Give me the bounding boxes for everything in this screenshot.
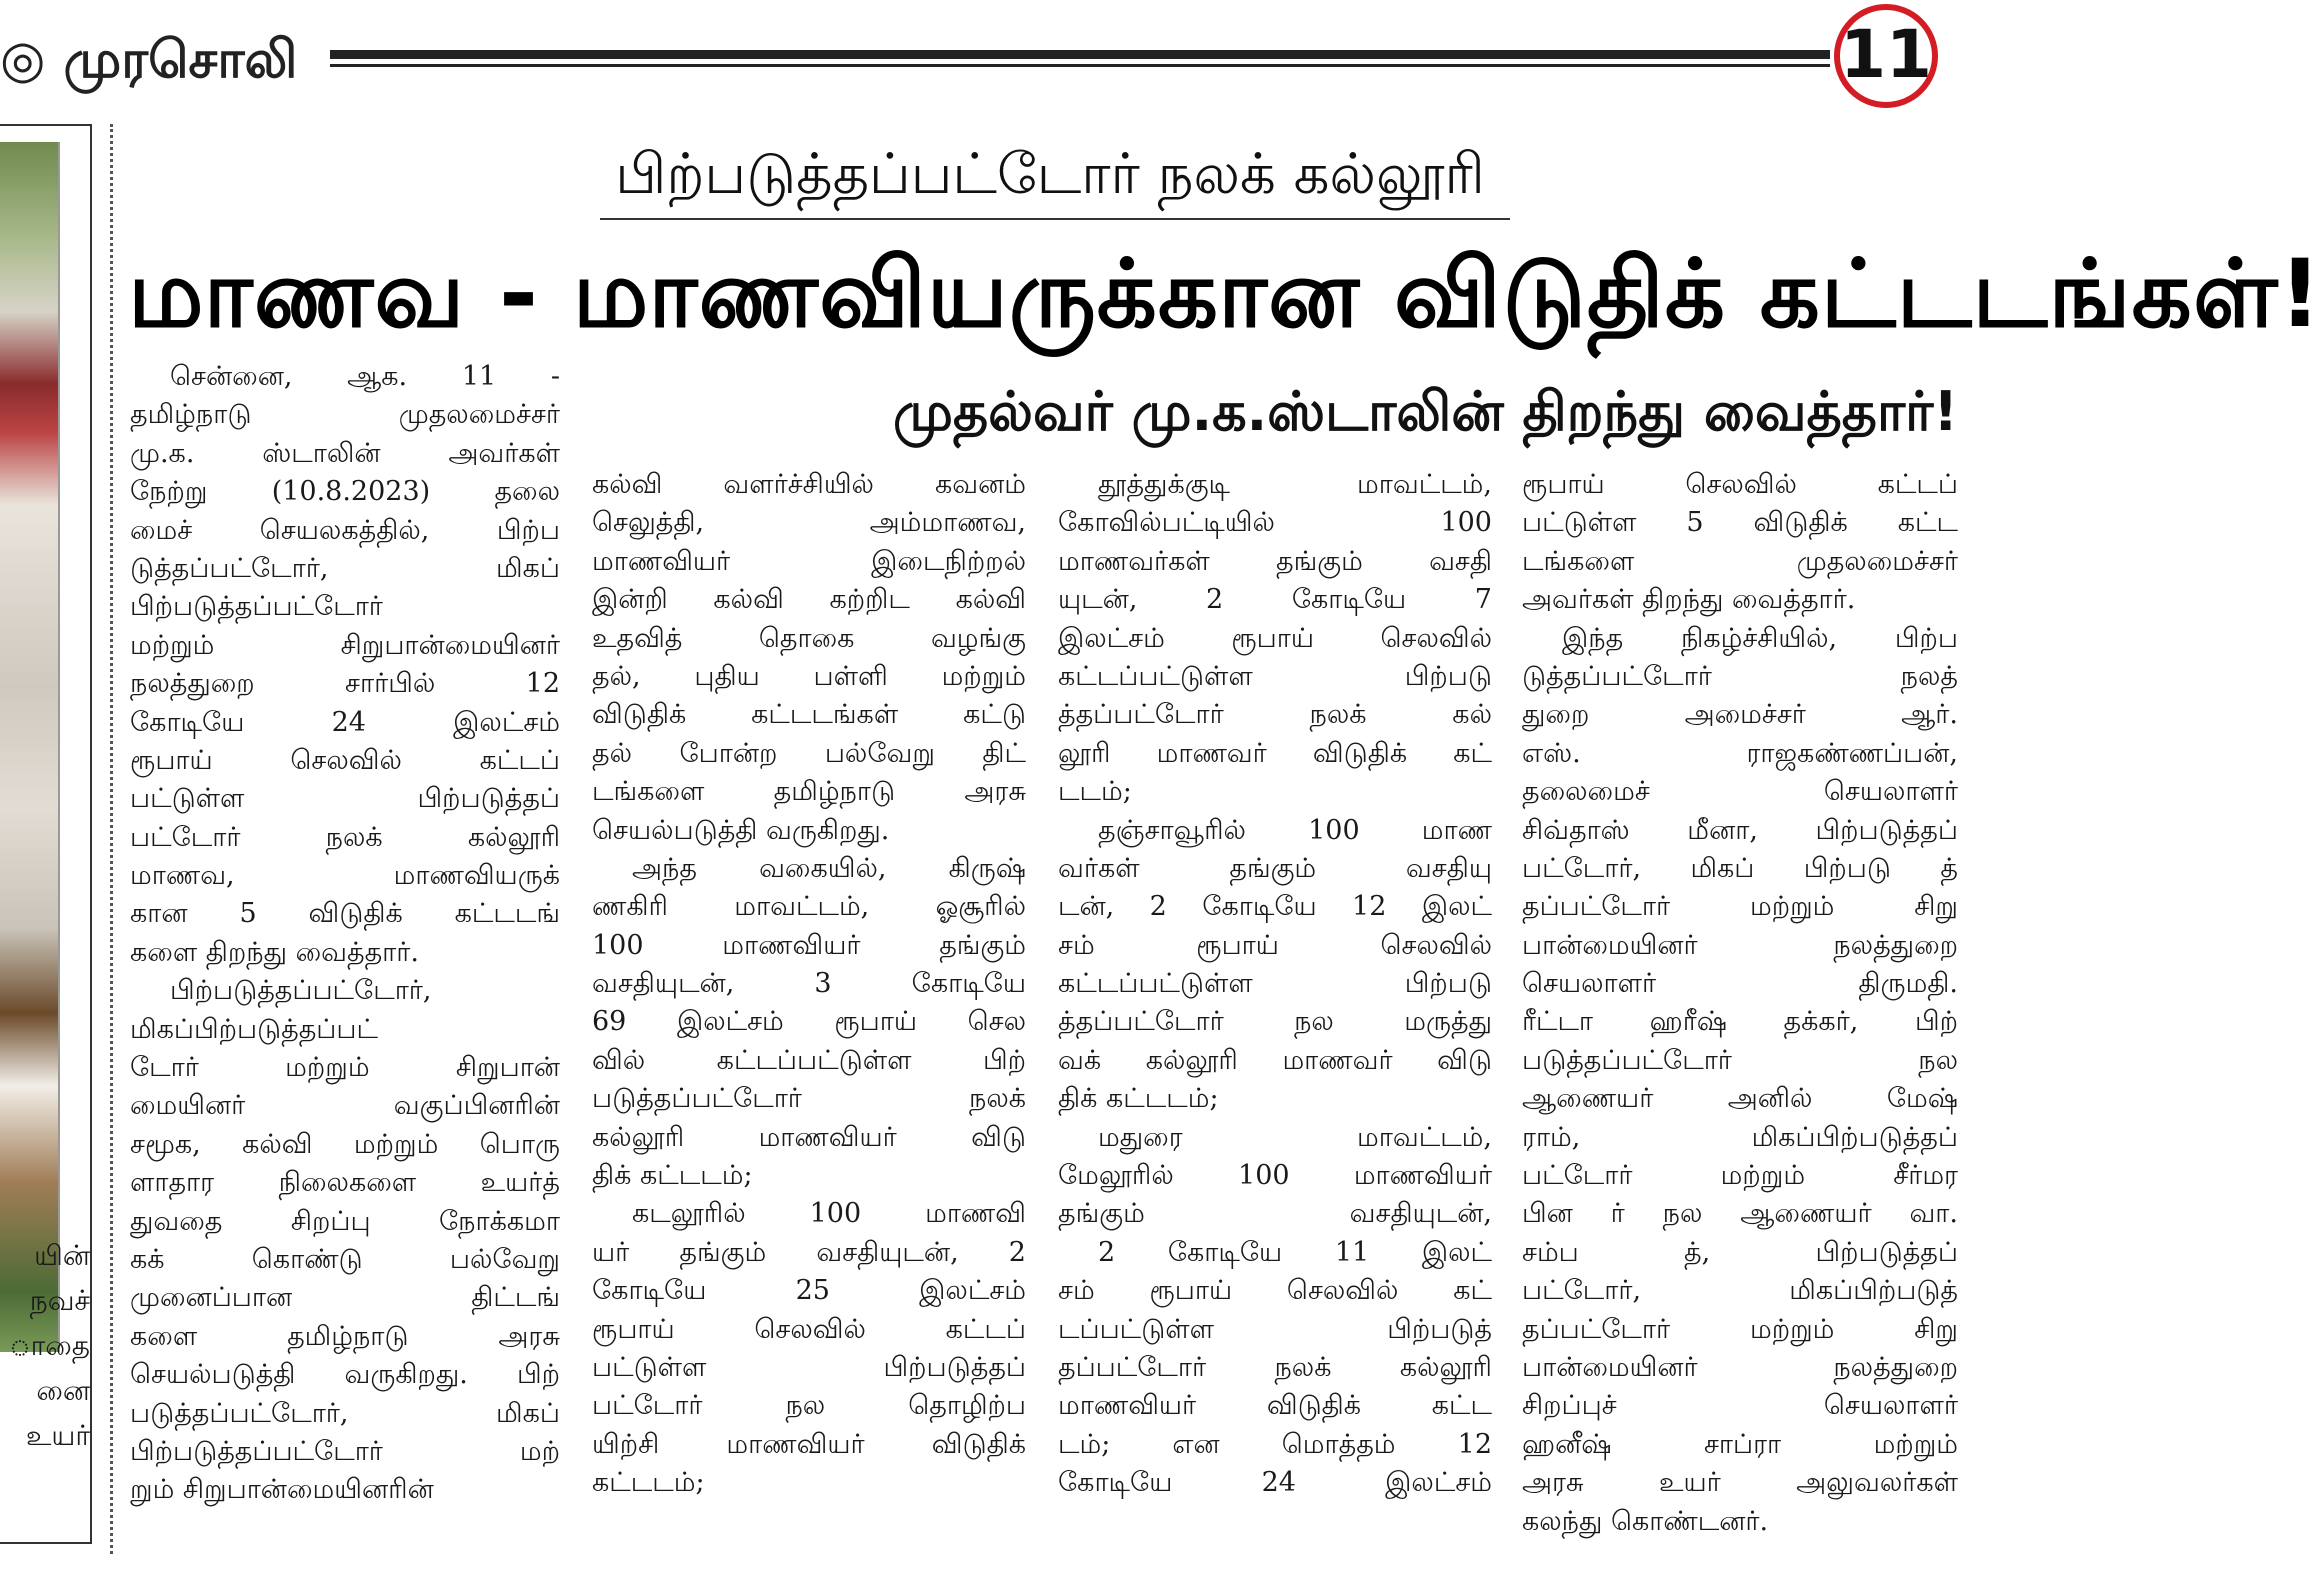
adjacent-text-fragment: யின் [34, 1239, 90, 1272]
article-text-line: பட்டுள்ள 5 விடுதிக் கட்ட [1522, 507, 1958, 539]
article-text-line: ரூபாய் செலவில் கட்டப் [130, 744, 560, 776]
adjacent-text-fragment: உயர் [25, 1419, 90, 1452]
article-text-line: கலந்து கொண்டனர். [1522, 1505, 1769, 1537]
article-text-line: தஞ்சாவூரில் 100 மாண [1098, 814, 1492, 846]
article-subheadline: முதல்வர் மு.க.ஸ்டாலின் திறந்து வைத்தார்! [893, 380, 1958, 443]
photo-edge [58, 142, 60, 1352]
article-text-line: மதுரை மாவட்டம், [1098, 1121, 1492, 1153]
article-text-line: றும் சிறுபான்மையினரின் [130, 1474, 434, 1506]
article-text-line: செலுத்தி, அம்மாணவ, [592, 507, 1026, 539]
article-text-line: வர்கள் தங்கும் வசதியு [1058, 852, 1492, 884]
article-text-line: டம்; என மொத்தம் 12 [1058, 1428, 1492, 1460]
article-text-line: பிற்படுத்தப்பட்டோர் மற் [130, 1435, 560, 1467]
article-text-line: கோடியே 24 இலட்சம் [130, 706, 560, 738]
article-text-line: டுத்தப்பட்டோர் நலத் [1522, 660, 1958, 692]
article-text-line: செயல்படுத்தி வருகிறது. [592, 814, 890, 846]
article-text-line: கல்வி வளர்ச்சியில் கவனம் [592, 469, 1026, 500]
article-text-line: ஹனீஷ் சாப்ரா மற்றும் [1522, 1428, 1958, 1460]
article-text-line: 100 மாணவியர் தங்கும் [592, 929, 1026, 961]
article-text-line: ரூபாய் செலவில் கட்டப் [1522, 469, 1958, 500]
article-text-line: சம்ப த், பிற்படுத்தப் [1522, 1236, 1958, 1268]
article-text-line: ஆணையர் அனில் மேஷ் [1522, 1083, 1958, 1115]
article-text-line: பட்டோர், மிகப்பிற்படுத் [1522, 1275, 1958, 1307]
article-text-line: கோவில்பட்டியில் 100 [1058, 507, 1492, 539]
article-text-line: களை திறந்து வைத்தார். [130, 936, 419, 968]
article-text-line: டோர் மற்றும் சிறுபான் [130, 1052, 560, 1084]
article-text-line: மற்றும் சிறுபான்மையினர் [130, 629, 560, 661]
article-text-line: ரூபாய் செலவில் கட்டப் [592, 1313, 1026, 1345]
article-text-line: மாணவியர் இடைநிற்றல் [592, 545, 1026, 577]
article-text-line: மாணவியர் விடுதிக் கட்ட [1058, 1390, 1492, 1422]
article-text-line: இலட்சம் ரூபாய் செலவில் [1058, 622, 1492, 654]
article-text-line: அவர்கள் திறந்து வைத்தார். [1522, 584, 1856, 616]
article-text-line: கடலூரில் 100 மாணவி [632, 1198, 1026, 1230]
adjacent-text-fragment: நவச் [29, 1284, 90, 1317]
article-text-line: திக் கட்டடம்; [592, 1160, 753, 1192]
article-text-line: நலத்துறை சார்பில் 12 [130, 668, 560, 700]
kicker-underline [600, 218, 1510, 220]
article-text-line: டன், 2 கோடியே 12 இலட் [1058, 891, 1492, 923]
article-text-line: பிற்படுத்தப்பட்டோர் [130, 591, 383, 623]
article-text-line: பின ர் நல ஆணையர் வா. [1522, 1198, 1958, 1230]
article-text-line: பட்டோர், மிகப் பிற்படு த் [1522, 852, 1958, 884]
masthead-rule-thick [330, 50, 1830, 59]
article-text-line: சமூக, கல்வி மற்றும் பொரு [130, 1128, 560, 1160]
article-text-line: திக் கட்டடம்; [1058, 1083, 1219, 1115]
article-text-line: தமிழ்நாடு முதலமைச்சர் [130, 399, 560, 431]
article-text-line: இந்த நிகழ்ச்சியில், பிற்ப [1562, 622, 1958, 654]
article-text-line: கல்லூரி மாணவியர் விடு [592, 1121, 1026, 1153]
article-text-line: த்தப்பட்டோர் நலக் கல் [1058, 699, 1492, 731]
article-text-line: அரசு உயர் அலுவலர்கள் [1522, 1467, 1958, 1499]
article-text-line: படுத்தப்பட்டோர் நல [1522, 1044, 1958, 1076]
article-text-line: கக் கொண்டு பல்வேறு [130, 1243, 560, 1275]
article-text-line: பட்டோர் மற்றும் சீர்மர [1522, 1160, 1958, 1192]
article-text-line: வக் கல்லூரி மாணவர் விடு [1058, 1044, 1492, 1076]
article-text-line: தல், புதிய பள்ளி மற்றும் [592, 660, 1026, 692]
article-text-line: சம் ரூபாய் செலவில் கட் [1058, 1275, 1492, 1307]
article-text-line: மேலூரில் 100 மாணவியர் [1058, 1160, 1492, 1192]
article-text-line: சிவ்தாஸ் மீனா, பிற்படுத்தப் [1522, 814, 1958, 846]
article-text-line: மாணவர்கள் தங்கும் வசதி [1058, 545, 1492, 577]
article-text-line: களை தமிழ்நாடு அரசு [130, 1320, 560, 1352]
article-text-line: த்தப்பட்டோர் நல மருத்து [1058, 1006, 1492, 1038]
article-text-line: ராம், மிகப்பிற்படுத்தப் [1522, 1121, 1958, 1153]
article-text-line: டங்களை தமிழ்நாடு அரசு [592, 776, 1026, 808]
article-text-line: மிகப்பிற்படுத்தப்பட் [130, 1013, 378, 1045]
article-text-line: பான்மையினர் நலத்துறை [1522, 1351, 1958, 1383]
adjacent-story-photo [0, 142, 58, 1352]
article-text-line: டடம்; [1058, 776, 1132, 808]
article-text-line: இன்றி கல்வி கற்றிட கல்வி [592, 584, 1026, 616]
article-column-4 [1522, 466, 1958, 1541]
article-text-line: செயல்படுத்தி வருகிறது. பிற் [130, 1359, 560, 1391]
article-text-line: துவதை சிறப்பு நோக்கமா [130, 1205, 560, 1237]
article-text-line: பட்டோர் நல தொழிற்ப [592, 1390, 1026, 1422]
article-text-line: சென்னை, ஆக. 11 - [170, 361, 560, 392]
article-text-line: தலைமைச் செயலாளர் [1522, 776, 1958, 808]
article-text-line: ணகிரி மாவட்டம், ஓசூரில் [592, 891, 1026, 923]
article-text-line: மையினர் வகுப்பினரின் [130, 1090, 560, 1122]
article-text-line: உதவித் தொகை வழங்கு [592, 622, 1026, 654]
article-text-line: 69 இலட்சம் ரூபாய் செல [592, 1006, 1026, 1038]
article-text-line: மைச் செயலகத்தில், பிற்ப [130, 514, 560, 546]
article-text-line: விடுதிக் கட்டடங்கள் கட்டு [592, 699, 1026, 731]
article-text-line: கான 5 விடுதிக் கட்டடங் [130, 898, 560, 930]
article-text-line: முனைப்பான திட்டங் [130, 1282, 560, 1314]
masthead-rule-thin [330, 64, 1830, 67]
article-text-line: அந்த வகையில், கிருஷ் [632, 852, 1026, 884]
article-text-line: கட்டடம்; [592, 1467, 705, 1499]
article-text-line: தப்பட்டோர் மற்றும் சிறு [1522, 891, 1958, 923]
article-text-line: தப்பட்டோர் மற்றும் சிறு [1522, 1313, 1958, 1345]
article-text-line: யர் தங்கும் வசதியுடன், 2 [592, 1236, 1026, 1268]
article-text-line: பட்டுள்ள பிற்படுத்தப் [130, 783, 560, 815]
article-text-line: பட்டுள்ள பிற்படுத்தப் [592, 1351, 1026, 1383]
article-text-line: ளாதார நிலைகளை உயர்த் [130, 1167, 560, 1199]
article-column-3 [1058, 466, 1492, 1503]
article-column-1 [130, 358, 560, 1510]
article-text-line: லூரி மாணவர் விடுதிக் கட் [1058, 737, 1492, 769]
article-headline: மாணவ - மாணவியருக்கான விடுதிக் கட்டடங்கள்! [128, 240, 2323, 349]
article-text-line: பிற்படுத்தப்பட்டோர், [170, 975, 432, 1007]
article-text-line: டங்களை முதலமைச்சர் [1522, 545, 1958, 577]
masthead [0, 0, 1958, 120]
article-kicker: பிற்படுத்தப்பட்டோர் நலக் கல்லூரி [615, 142, 1485, 207]
article-text-line: பான்மையினர் நலத்துறை [1522, 929, 1958, 961]
adjacent-text-fragment: ாதை [9, 1329, 90, 1362]
article-text-line: தப்பட்டோர் நலக் கல்லூரி [1058, 1351, 1492, 1383]
article-text-line: 2 கோடியே 11 இலட் [1098, 1236, 1492, 1268]
adjacent-text-fragment: னை [36, 1374, 90, 1407]
article-text-line: சிறப்புச் செயலாளர் [1522, 1390, 1958, 1422]
article-text-line: சம் ரூபாய் செலவில் [1058, 929, 1492, 961]
article-text-line: வில் கட்டப்பட்டுள்ள பிற் [592, 1044, 1026, 1076]
article-text-line: மு.க. ஸ்டாலின் அவர்கள் [130, 437, 560, 469]
article-text-line: டுத்தப்பட்டோர், மிகப் [130, 552, 560, 584]
article-text-line: யிற்சி மாணவியர் விடுதிக் [592, 1428, 1026, 1460]
article-text-line: தங்கும் வசதியுடன், [1058, 1198, 1492, 1230]
page-number-badge: 11 [1834, 4, 1938, 108]
article-text-line: ரீட்டா ஹரீஷ் தக்கர், பிற் [1522, 1006, 1958, 1038]
article-text-line: தல் போன்ற பல்வேறு திட் [592, 737, 1026, 769]
article-text-line: டப்பட்டுள்ள பிற்படுத் [1058, 1313, 1492, 1345]
article-text-line: யுடன், 2 கோடியே 7 [1058, 584, 1492, 616]
article-text-line: கோடியே 25 இலட்சம் [592, 1275, 1026, 1307]
article-text-line: படுத்தப்பட்டோர் நலக் [592, 1083, 1026, 1115]
article-text-line: எஸ். ராஜகண்ணப்பன், [1522, 737, 1958, 769]
article-text-line: வசதியுடன், 3 கோடியே [592, 968, 1026, 1000]
column-separator [110, 124, 113, 1554]
article-text-line: செயலாளர் திருமதி. [1522, 968, 1958, 1000]
article-text-line: துறை அமைச்சர் ஆர். [1522, 699, 1958, 731]
article-text-line: படுத்தப்பட்டோர், மிகப் [130, 1397, 560, 1429]
article-text-line: கட்டப்பட்டுள்ள பிற்படு [1058, 660, 1492, 692]
article-text-line: தூத்துக்குடி மாவட்டம், [1098, 469, 1492, 500]
article-text-line: கோடியே 24 இலட்சம் [1058, 1467, 1492, 1499]
article-text-line: மாணவ, மாணவியருக் [130, 860, 560, 892]
newspaper-name: ◎ முரசொலி [0, 30, 298, 90]
article-text-line: பட்டோர் நலக் கல்லூரி [130, 821, 560, 853]
article-text-line: நேற்று (10.8.2023) தலை [130, 476, 560, 508]
article-text-line: கட்டப்பட்டுள்ள பிற்படு [1058, 968, 1492, 1000]
article-column-2 [592, 466, 1026, 1503]
